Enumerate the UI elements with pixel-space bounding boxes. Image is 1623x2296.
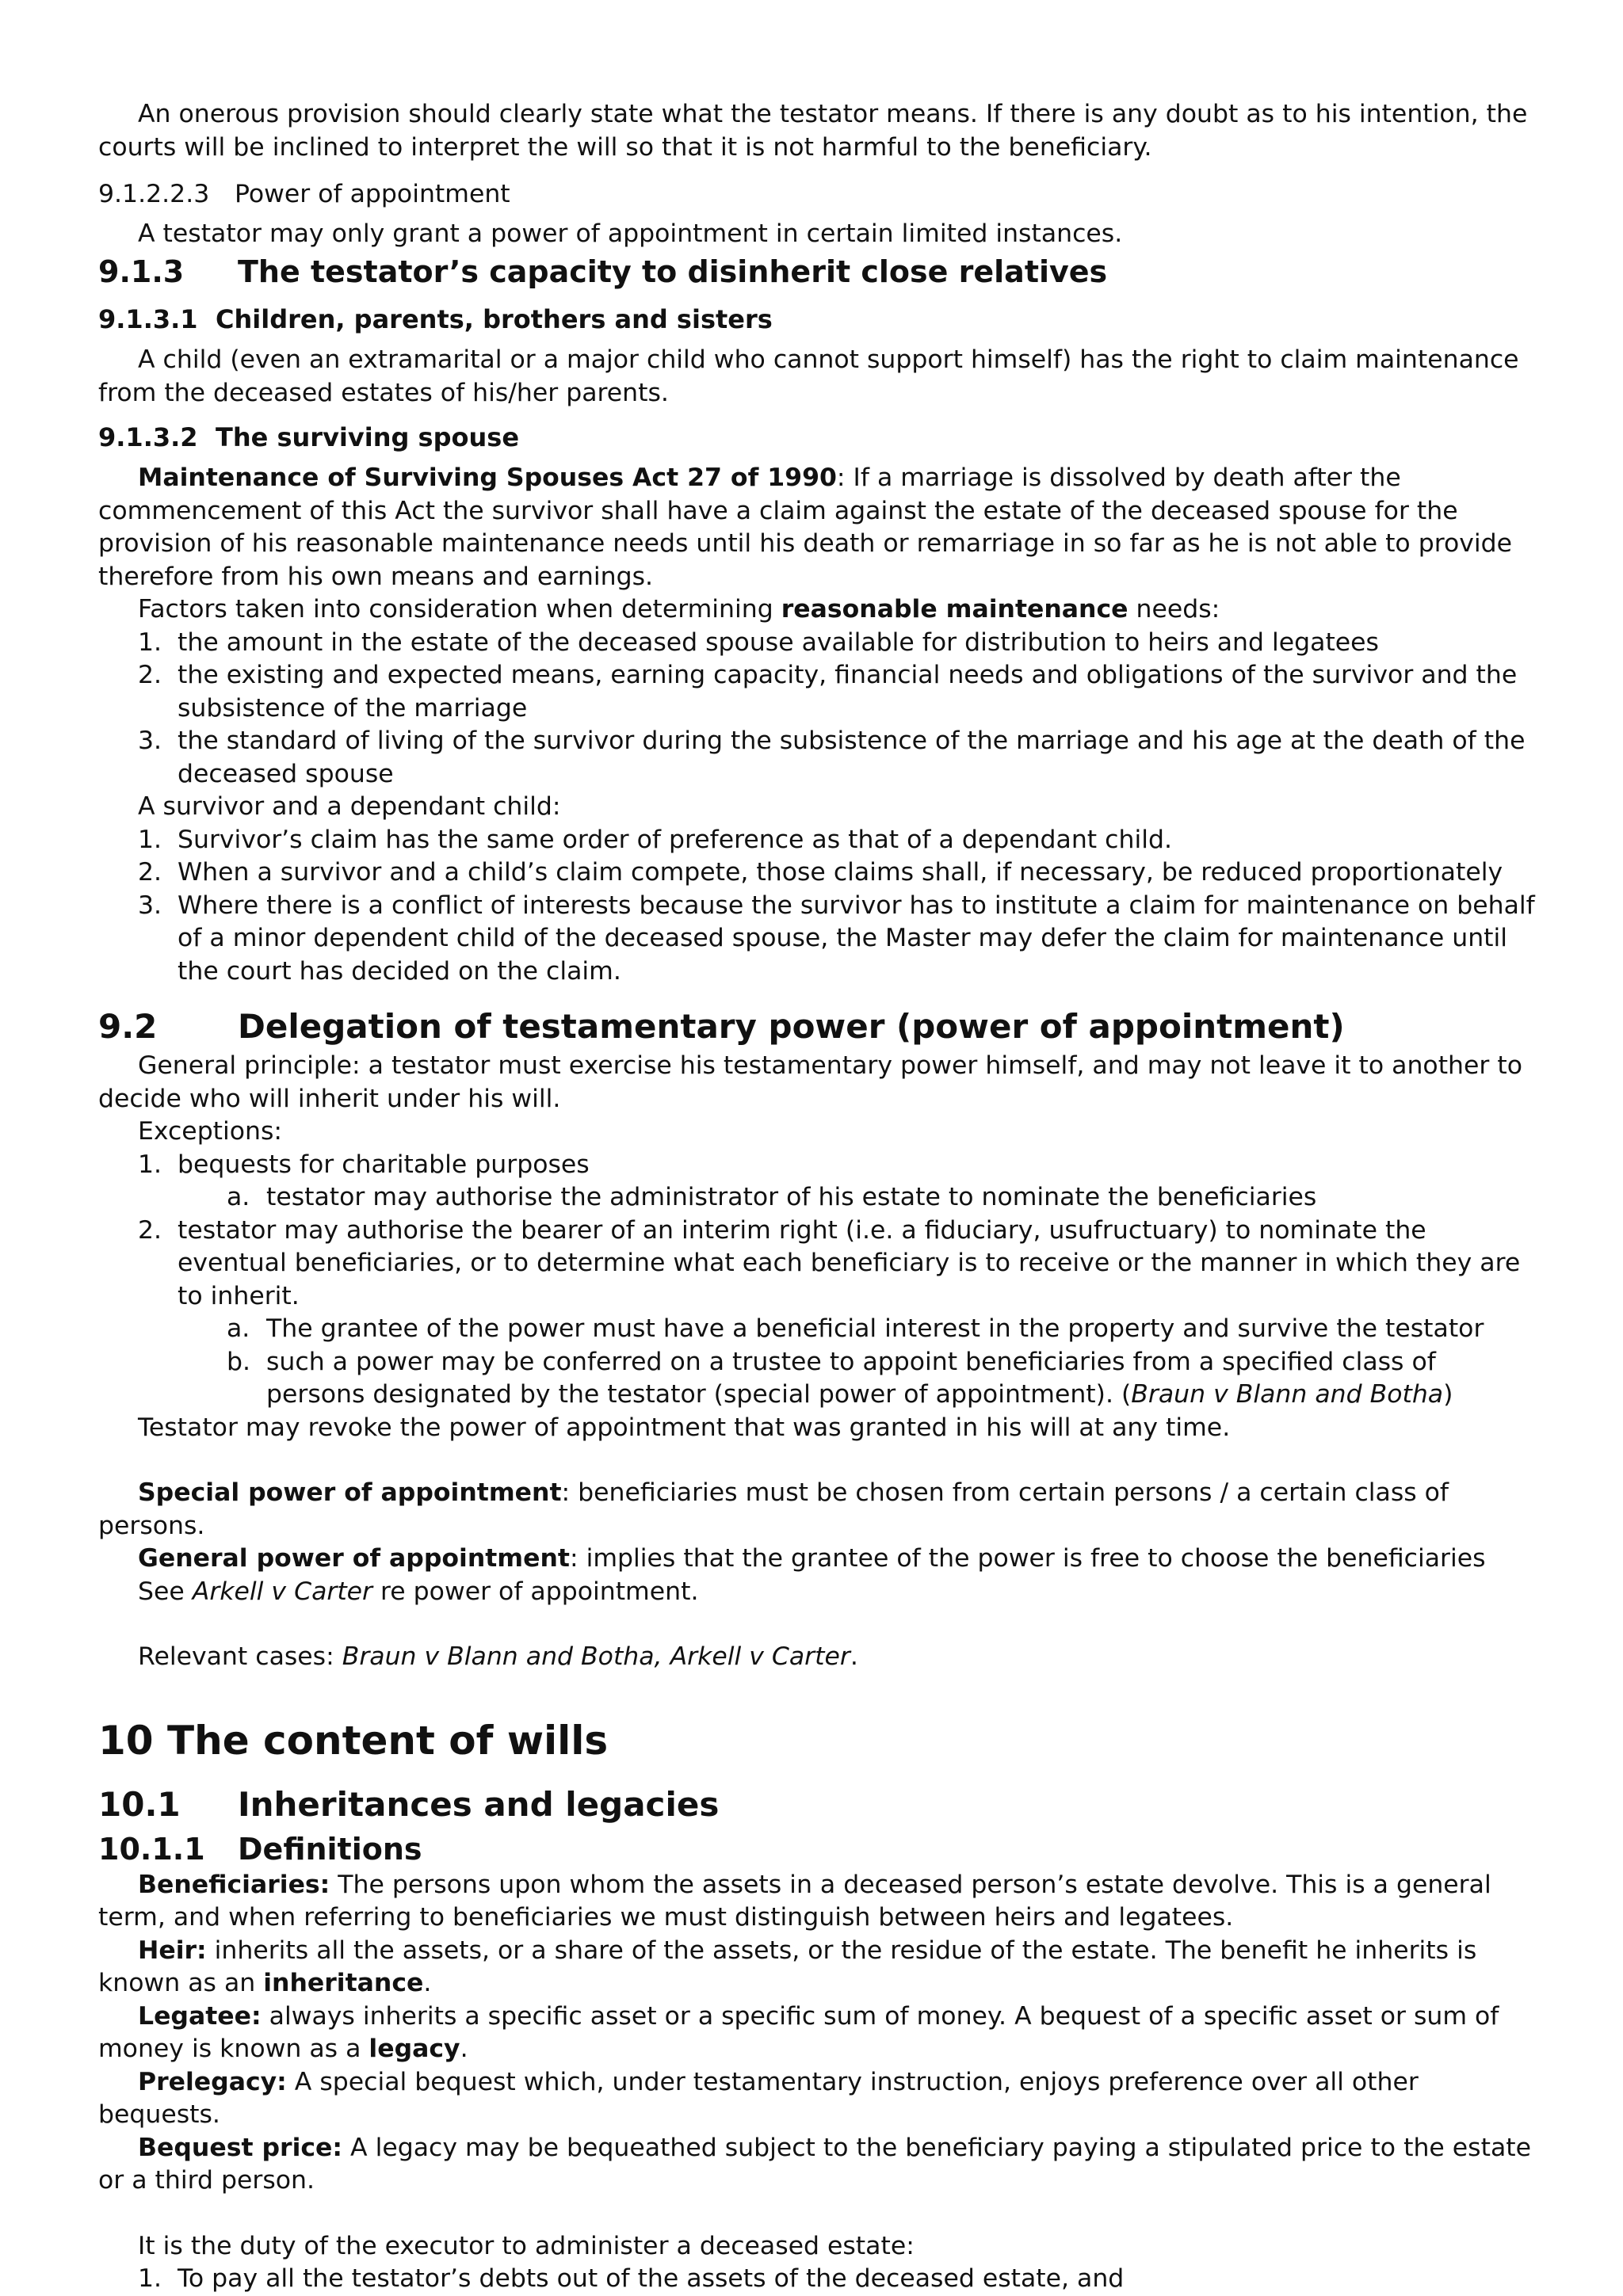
case-citation: Arkell v Carter [192, 1577, 373, 1606]
see-pre: See [138, 1577, 193, 1606]
heading-number: 9.2 [98, 1007, 158, 1046]
list-item [98, 1149, 1536, 1182]
list-text: the standard of living of the survivor during the subsistence of the marriage and his age at the death of the deceased spouse [178, 727, 1526, 788]
paragraph-executor-duty: It is the duty of the executor to administer a deceased estate: [138, 2231, 915, 2260]
sub-list-item [98, 1346, 1536, 1412]
list-item [98, 1215, 1536, 1314]
list-item [98, 890, 1536, 989]
list-number: 2. [138, 661, 162, 689]
paragraph-exceptions-label: Exceptions: [138, 1117, 283, 1146]
heading-title: Delegation of testamentary power (power of appointment) [238, 1007, 1345, 1046]
heading-9-1-3 [98, 252, 1536, 292]
relevant-pre: Relevant cases: [138, 1642, 342, 1671]
list-number: 1. [138, 1150, 162, 1179]
heading-9-1-2-2-3 [98, 178, 1536, 212]
heading-9-1-3-1 [98, 303, 1536, 336]
list-number: 1. [138, 627, 162, 657]
definition-text: A special bequest which, under testamentary instruction, enjoys preference over all other bequests. [98, 2067, 1419, 2129]
heading-number: 9.1.3.2 [98, 422, 198, 452]
paragraph-onerous-provision: An onerous provision should clearly state what the testator means. If there is any doubt as to his intention, the courts will be inclined to interpret the will so that it is not harmful to the beneficiary. [98, 100, 1528, 162]
heading-10-1 [98, 1783, 1536, 1826]
list-text: The grantee of the power must have a beneficial interest in the property and survive the testator [266, 1314, 1484, 1343]
list-item [98, 2263, 1536, 2296]
paragraph-factors-intro [98, 593, 1536, 627]
case-citations: Braun v Blann and Botha, Arkell v Carter [342, 1642, 850, 1671]
list-letter: a. [227, 1314, 250, 1343]
list-text: Survivor’s claim has the same order of preference as that of a dependant child. [178, 825, 1172, 854]
factors-bold: reasonable maintenance [781, 595, 1128, 624]
list-text: bequests for charitable purposes [178, 1150, 590, 1179]
paragraph-general-principle: General principle: a testator must exercise his testamentary power himself, and may not leave it to another to decide who will inherit under his will. [98, 1051, 1522, 1113]
list-text: the amount in the estate of the deceased spouse available for distribution to heirs and legatees [178, 627, 1379, 657]
definition-text: inherits all the assets, or a share of the assets, or the residue of the estate. The benefit he inherits is known as an [98, 1936, 1477, 1997]
heading-title: The testator’s capacity to disinherit close relatives [238, 254, 1108, 289]
list-number: 3. [138, 891, 162, 920]
factors-pre: Factors taken into consideration when determining [138, 595, 781, 624]
paragraph-general-power [98, 1543, 1536, 1576]
definition-text: : beneficiaries must be chosen from certain persons / a certain class of persons. [98, 1478, 1449, 1540]
list-text: such a power may be conferred on a trustee to appoint beneficiaries from a specified class of persons designated by the testator (special power of appointment). ( [266, 1347, 1436, 1409]
list-item [98, 659, 1536, 725]
definition-text: always inherits a specific asset or a specific sum of money. A bequest of a specific asset or sum of money is known as a [98, 2001, 1499, 2063]
definition-prelegacy [98, 2066, 1536, 2132]
exceptions-list [98, 1149, 1536, 1412]
paragraph-revoke: Testator may revoke the power of appointment that was granted in his will at any time. [138, 1413, 1231, 1442]
term: Legatee: [138, 2001, 262, 2031]
list-number: 2. [138, 1215, 162, 1245]
act-text: : If a marriage is dissolved by death after the commencement of this Act the survivor shall have a claim against the estate of the deceased spouse for the provision of his reasonable maintenance needs until his death or remarriage in so far as he is not able to provide therefore from his own means and earnings. [98, 463, 1513, 591]
list-letter: a. [227, 1183, 250, 1211]
survivor-list [98, 824, 1536, 989]
heading-number: 10.1 [98, 1784, 181, 1824]
heading-number: 9.1.3.1 [98, 304, 198, 334]
list-number: 2. [138, 858, 162, 887]
paragraph-special-power [98, 1477, 1536, 1543]
paragraph-maintenance-act [98, 462, 1536, 593]
list-text: testator may authorise the bearer of an interim right (i.e. a fiduciary, usufructuary) to nominate the eventual beneficiaries, or to determine what each beneficiary is to receive or the manner in which they are to inherit. [178, 1215, 1521, 1310]
definition-text: : implies that the grantee of the power is free to choose the beneficiaries [569, 1544, 1486, 1573]
act-name: Maintenance of Surviving Spouses Act 27 of 1990 [138, 463, 837, 492]
definition-text: A legacy may be bequeathed subject to the beneficiary paying a stipulated price to the estate or a third person. [98, 2133, 1531, 2195]
list-item [98, 725, 1536, 791]
heading-number: 9.1.2.2.3 [98, 180, 210, 208]
term: Bequest price: [138, 2133, 342, 2162]
heading-number: 10.1.1 [98, 1831, 205, 1867]
heading-9-2 [98, 1005, 1536, 1048]
heading-title: Children, parents, brothers and sisters [216, 304, 773, 334]
see-post: re power of appointment. [372, 1577, 699, 1606]
list-item [98, 824, 1536, 857]
paragraph-relevant-cases [98, 1641, 1536, 1674]
factors-post: needs: [1128, 595, 1220, 624]
factors-list [98, 627, 1536, 791]
heading-9-1-3-2 [98, 421, 1536, 454]
paragraph-survivor-intro: A survivor and a dependant child: [138, 792, 561, 821]
heading-title: Inheritances and legacies [238, 1784, 720, 1824]
definition-beneficiaries [98, 1869, 1536, 1935]
list-text: testator may authorise the administrator of his estate to nominate the beneficiaries [266, 1183, 1317, 1211]
list-text: To pay all the testator’s debts out of the assets of the deceased estate, and [178, 2264, 1125, 2293]
list-text: When a survivor and a child’s claim compete, those claims shall, if necessary, be reduced proportionately [178, 858, 1503, 887]
paragraph-limited-instances: A testator may only grant a power of appointment in certain limited instances. [138, 219, 1123, 248]
list-number: 1. [138, 825, 162, 854]
heading-10: 10 The content of wills [98, 1717, 609, 1764]
term-general-power: General power of appointment [138, 1544, 570, 1573]
term-legacy: legacy [369, 2035, 460, 2063]
spacer [98, 2198, 1536, 2230]
heading-title: The surviving spouse [216, 422, 520, 452]
list-item [98, 856, 1536, 890]
list-letter: b. [227, 1347, 251, 1376]
list-number: 1. [138, 2264, 162, 2293]
list-item [98, 627, 1536, 660]
definition-legatee [98, 2000, 1536, 2066]
definition-text: The persons upon whom the assets in a deceased person’s estate devolve. This is a general term, and when referring to beneficiaries we must distinguish between heirs and legatees. [98, 1870, 1491, 1932]
list-text: Where there is a conflict of interests because the survivor has to institute a claim for maintenance on behalf of a minor dependent child of the deceased spouse, the Master may defer the claim for maintenance until the court has decided on the claim. [178, 891, 1535, 986]
term-inheritance: inheritance [263, 1969, 424, 1997]
heading-10-1-1 [98, 1831, 1536, 1867]
heading-title: Definitions [238, 1831, 422, 1867]
term: Heir: [138, 1936, 207, 1965]
case-citation: Braun v Blann and Botha [1131, 1380, 1444, 1409]
list-text-close: ) [1443, 1380, 1453, 1409]
sub-list-item [98, 1313, 1536, 1346]
paragraph-child-maintenance: A child (even an extramarital or a major child who cannot support himself) has the right to claim maintenance from the deceased estates of his/her parents. [98, 345, 1519, 407]
spacer [98, 1608, 1536, 1641]
term-special-power: Special power of appointment [138, 1478, 562, 1507]
definition-bequest-price [98, 2132, 1536, 2198]
spacer [98, 1444, 1536, 1477]
definition-end: . [423, 1969, 432, 1997]
sub-list-item [98, 1181, 1536, 1215]
list-text: the existing and expected means, earning capacity, financial needs and obligations of the survivor and the subsistence of the marriage [178, 661, 1518, 723]
definition-heir [98, 1935, 1536, 2000]
definition-end: . [460, 2035, 468, 2063]
heading-number: 9.1.3 [98, 254, 185, 289]
relevant-post: . [850, 1642, 858, 1671]
paragraph-see-case [98, 1576, 1536, 1609]
duty-list [98, 2263, 1536, 2296]
heading-title: Power of appointment [235, 180, 510, 208]
term: Beneficiaries: [138, 1870, 330, 1899]
term: Prelegacy: [138, 2067, 287, 2096]
list-number: 3. [138, 727, 162, 755]
